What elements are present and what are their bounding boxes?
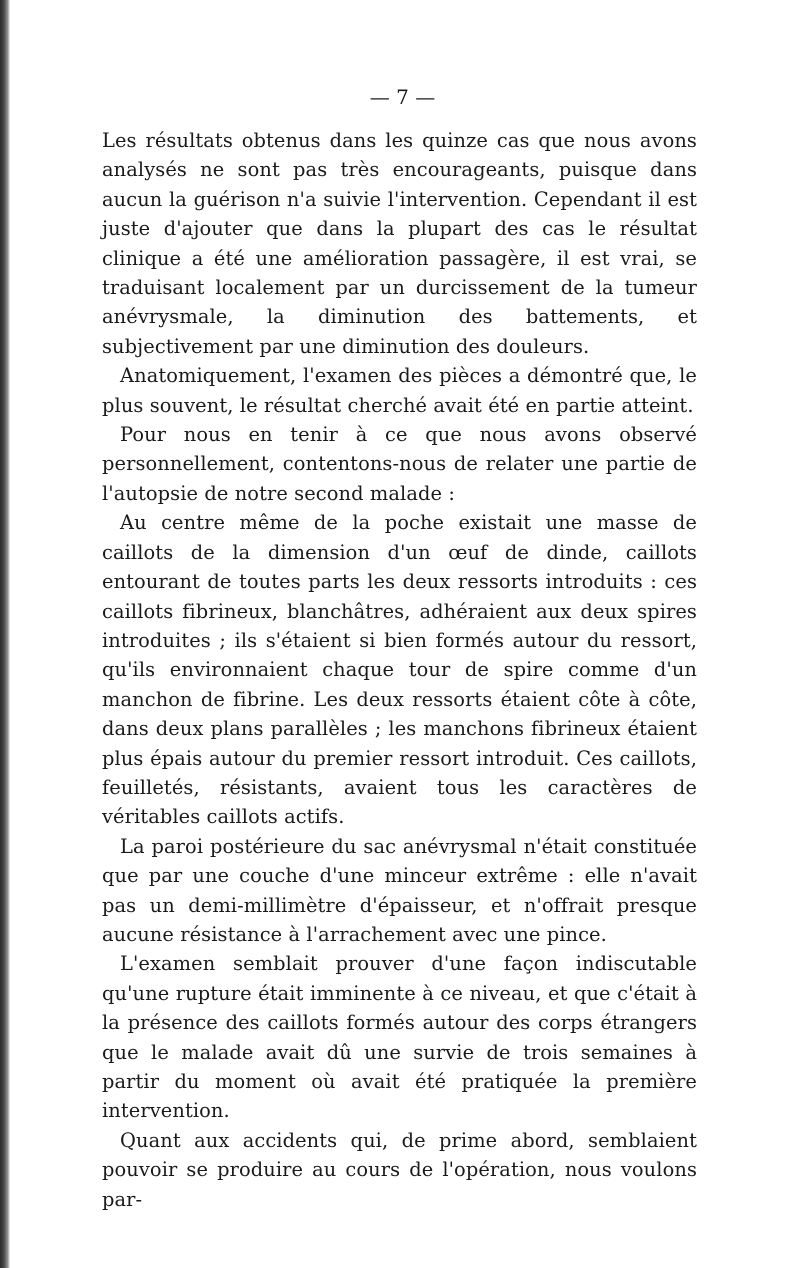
paragraph-4: Au centre même de la poche existait une masse de caillots de la dimension d'un œuf de dinde, caillots entourant de toutes parts les deux ressorts introduits : ces caillots fibrineux, blanchâtres, adhéraient aux deux spires introduites ; ils s'étaient si bien formés autour du ressort, qu'ils environnaient chaque tour de spire comme d'un manchon de fibrine. Les deux ressorts étaient côte à côte, dans deux plans parallèles ; les manchons fibrineux étaient plus épais autour du premier ressort introduit. Ces caillots, feuilletés, résistants, avaient tous les caractères de véritables caillots actifs. bbox=[102, 511, 697, 829]
paragraph-7: Quant aux accidents qui, de prime abord, semblaient pouvoir se produire au cours de l'opération, nous voulons par- bbox=[102, 1128, 697, 1211]
paragraph-3: Pour nous en tenir à ce que nous avons observé personnellement, contentons-nous de relater une partie de l'autopsie de notre second malade : bbox=[102, 423, 697, 505]
paragraph-1: Les résultats obtenus dans les quinze cas que nous avons analysés ne sont pas très encourageants, puisque dans aucun la guérison n'a suivie l'intervention. Cependant il est juste d'ajouter que dans la plupart des cas le résultat clinique a été une amélioration passagère, il est vrai, se traduisant localement par un durcissement de la tumeur anévrysmale, la diminution des battements, et subjectivement par une diminution des douleurs. bbox=[102, 129, 697, 358]
paragraph-6: L'examen semblait prouver d'une façon indiscutable qu'une rupture était imminente à ce niveau, et que c'était à la présence des caillots formés autour des corps étrangers que le malade avait dû une survie de trois semaines à partir du moment où avait été pratiquée la première intervention. bbox=[102, 952, 697, 1123]
page-number: — 7 — bbox=[369, 85, 436, 109]
paragraph-2: Anatomiquement, l'examen des pièces a démontré que, le plus souvent, le résultat cherché avait été en partie atteint. bbox=[102, 364, 697, 417]
page-body bbox=[102, 126, 697, 1214]
paragraph-5: La paroi postérieure du sac anévrysmal n'était constituée que par une couche d'une minceur extrême : elle n'avait pas un demi-millimètre d'épaisseur, et n'offrait presque aucune résistance à l'arrachement avec une pince. bbox=[102, 834, 697, 946]
document-page bbox=[102, 82, 697, 1214]
binding-shadow bbox=[0, 0, 10, 1268]
